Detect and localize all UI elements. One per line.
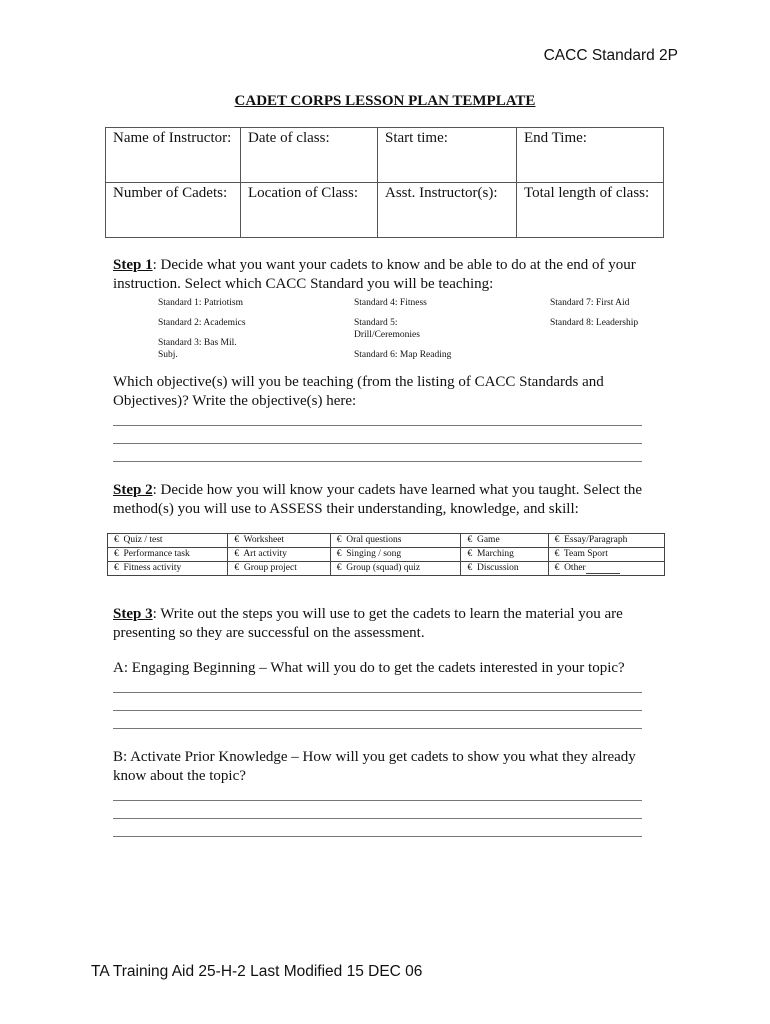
checkbox-icon[interactable]: € [467,563,473,573]
method-label: Team Sport [563,549,608,559]
checkbox-icon[interactable]: € [114,535,119,545]
standard-option[interactable]: Standard 4: Fitness [354,298,427,308]
part-b-line[interactable] [113,800,642,801]
method-label: Performance task [123,549,190,559]
method-label: Group project [243,563,297,573]
method-label: Marching [476,549,514,559]
checkbox-icon[interactable]: € [114,563,119,573]
method-label: Discussion [476,563,519,573]
class-info-table [105,127,664,238]
part-a-line[interactable] [113,692,642,693]
checkbox-icon[interactable]: € [336,535,342,545]
standard-option[interactable]: Standard 8: Leadership [550,318,639,328]
part-a-prompt: A: Engaging Beginning – What will you do to get the cadets interested in your topic? [113,660,625,676]
method-option[interactable] [108,534,228,548]
method-label: Worksheet [243,535,285,545]
field-start-time[interactable]: Start time: [378,128,517,183]
checkbox-icon[interactable]: € [234,549,240,559]
method-option[interactable] [548,548,664,562]
checkbox-icon[interactable]: € [234,535,240,545]
checkbox-icon[interactable]: € [554,563,560,573]
step2-text: : Decide how you will know your cadets have learned what you taught. Select the method(s) you will use to ASSESS their understanding, knowledge, and skill: [113,482,643,517]
method-option[interactable] [228,562,330,576]
standard-code: CACC Standard 2P [543,47,678,64]
checkbox-icon[interactable]: € [554,549,560,559]
objective-line[interactable] [113,425,642,426]
page-footer: TA Training Aid 25-H-2 Last Modified 15 DEC 06 [91,963,423,980]
field-number-of-cadets[interactable]: Number of Cadets: [106,183,241,238]
method-option[interactable] [330,534,461,548]
checkbox-icon[interactable]: € [554,535,560,545]
field-end-time[interactable]: End Time: [517,128,664,183]
method-option[interactable] [330,562,461,576]
objective-line[interactable] [113,443,642,444]
standard-option[interactable]: Standard 5: Drill/Ceremonies [354,318,420,340]
checkbox-icon[interactable]: € [234,563,240,573]
checkbox-icon[interactable]: € [114,549,119,559]
field-asst-instructors[interactable]: Asst. Instructor(s): [378,183,517,238]
method-label: Fitness activity [123,563,182,573]
method-label: Oral questions [346,535,402,545]
step1-instructions [113,256,658,293]
method-label: Art activity [243,549,287,559]
method-option[interactable] [461,548,548,562]
method-label: Singing / song [346,549,402,559]
checkbox-icon[interactable]: € [467,549,473,559]
part-b-prompt: B: Activate Prior Knowledge – How will you get cadets to show you what they already know about the topic? [113,749,636,784]
standard-option[interactable]: Standard 2: Academics [158,318,246,328]
method-label: Game [476,535,500,545]
method-label: Group (squad) quiz [346,563,421,573]
method-label: Quiz / test [123,535,163,545]
step3-label: Step 3 [113,606,153,622]
part-a-line[interactable] [113,710,642,711]
method-option[interactable] [461,562,548,576]
step2-label: Step 2 [113,482,153,498]
checkbox-icon[interactable]: € [467,535,473,545]
method-option[interactable] [330,548,461,562]
step1-label: Step 1 [113,257,153,273]
standard-option[interactable]: Standard 6: Map Reading [354,350,452,360]
other-blank-line[interactable] [586,564,620,574]
checkbox-icon[interactable]: € [336,563,342,573]
page-title: CADET CORPS LESSON PLAN TEMPLATE [234,93,536,109]
method-option[interactable] [548,534,664,548]
field-name-of-instructor[interactable]: Name of Instructor: [106,128,241,183]
objective-line[interactable] [113,461,642,462]
part-a-line[interactable] [113,728,642,729]
standard-option[interactable]: Standard 3: Bas Mil. Subj. [158,338,237,360]
method-option[interactable] [228,548,330,562]
field-location-of-class[interactable]: Location of Class: [241,183,378,238]
method-label: Other [564,563,586,573]
field-total-length[interactable]: Total length of class: [517,183,664,238]
step2-instructions [113,481,658,518]
method-option[interactable] [461,534,548,548]
method-option[interactable] [108,562,228,576]
method-label: Essay/Paragraph [564,535,628,545]
method-option[interactable] [228,534,330,548]
assessment-methods-table [107,533,665,576]
method-option[interactable] [108,548,228,562]
step3-text: : Write out the steps you will use to get the cadets to learn the material you are presenting so they are successful on the assessment. [113,606,623,641]
step3-instructions [113,605,658,642]
part-b-line[interactable] [113,836,642,837]
standard-option[interactable]: Standard 1: Patriotism [158,298,243,308]
checkbox-icon[interactable]: € [336,549,342,559]
field-date-of-class[interactable]: Date of class: [241,128,378,183]
method-option[interactable] [548,562,664,576]
part-b-line[interactable] [113,818,642,819]
standard-option[interactable]: Standard 7: First Aid [550,298,630,308]
objective-prompt: Which objective(s) will you be teaching (from the listing of CACC Standards and Objectives)? Write the objective(s) here: [113,374,604,409]
step1-text: : Decide what you want your cadets to know and be able to do at the end of your instruction. Select which CACC Standard you will be teaching: [113,257,636,292]
